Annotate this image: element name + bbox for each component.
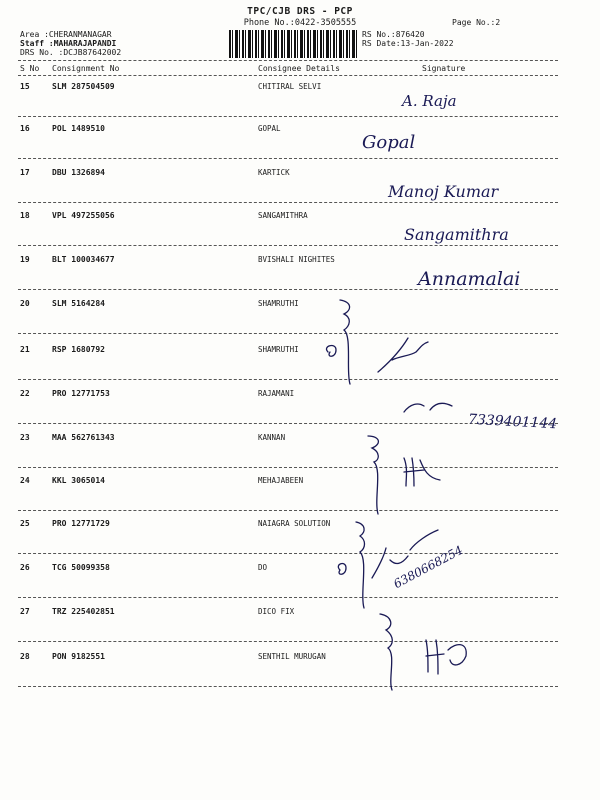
- handwritten-phone-2: 6380668254: [391, 542, 466, 592]
- row-serial-number: 20: [20, 299, 30, 308]
- row-consignee-name: SANGAMITHRA: [258, 211, 308, 220]
- row-serial-number: 26: [20, 563, 30, 572]
- handwritten-phone-1: 7339401144: [467, 411, 558, 433]
- row-serial-number: 28: [20, 652, 30, 661]
- row-serial-number: 23: [20, 433, 30, 442]
- row-consignment-number: KKL 3065014: [52, 476, 105, 485]
- row-consignment-number: PON 9182551: [52, 652, 105, 661]
- row-consignee-name: CHITIRAL SELVI: [258, 82, 322, 91]
- col-consignment: Consignment No: [52, 64, 120, 73]
- row-consignment-number: POL 1489510: [52, 124, 105, 133]
- row-consignee-name: SHAMRUTHI: [258, 345, 299, 354]
- rs-date: RS Date:13-Jan-2022: [362, 39, 454, 48]
- row-consignee-name: KANNAN: [258, 433, 286, 442]
- row-consignee-name: NAIAGRA SOLUTION: [258, 519, 331, 528]
- row-serial-number: 15: [20, 82, 30, 91]
- signature-manoj: Manoj Kumar: [388, 182, 499, 201]
- row-consignment-number: MAA 562761343: [52, 433, 115, 442]
- row-consignee-name: SENTHIL MURUGAN: [258, 652, 326, 661]
- row-consignment-number: PRO 12771753: [52, 389, 110, 398]
- row-consignee-name: RAJAMANI: [258, 389, 295, 398]
- signature-annamalai: Annamalai: [418, 268, 521, 290]
- col-consignee: Consignee Details: [258, 64, 340, 73]
- row-serial-number: 27: [20, 607, 30, 616]
- row-consignee-name: SHAMRUTHI: [258, 299, 299, 308]
- rs-number: RS No.:876420: [362, 30, 425, 39]
- phone-number: Phone No.:0422-3505555: [243, 18, 357, 28]
- row-consignment-number: TRZ 225402851: [52, 607, 115, 616]
- row-consignee-name: KARTICK: [258, 168, 290, 177]
- sheet-title: TPC/CJB DRS - PCP: [247, 6, 353, 17]
- row-consignment-number: DBU 1326894: [52, 168, 105, 177]
- col-signature: Signature: [422, 64, 466, 73]
- row-consignment-number: SLM 5164284: [52, 299, 105, 308]
- signature-raja: A. Raja: [402, 92, 457, 110]
- col-sno: S No: [20, 64, 40, 73]
- row-serial-number: 22: [20, 389, 30, 398]
- row-consignment-number: VPL 497255056: [52, 211, 115, 220]
- row-consignment-number: SLM 287504509: [52, 82, 115, 91]
- row-consignment-number: BLT 100034677: [52, 255, 115, 264]
- signature-sangamithra: Sangamithra: [404, 225, 509, 244]
- signature-gopal: Gopal: [362, 132, 416, 153]
- area-label: Area :CHERANMANAGAR: [20, 30, 112, 39]
- row-serial-number: 17: [20, 168, 30, 177]
- row-serial-number: 24: [20, 476, 30, 485]
- row-consignee-name: BVISHALI NIGHITES: [258, 255, 335, 264]
- row-serial-number: 18: [20, 211, 30, 220]
- row-consignment-number: TCG 50099358: [52, 563, 110, 572]
- staff-label: Staff :MAHARAJAPANDI: [20, 39, 117, 48]
- row-consignee-name: DICO FIX: [258, 607, 295, 616]
- row-consignee-name: GOPAL: [258, 124, 281, 133]
- row-serial-number: 25: [20, 519, 30, 528]
- row-consignee-name: MEHAJABEEN: [258, 476, 304, 485]
- row-consignee-name: DO: [258, 563, 268, 572]
- row-consignment-number: RSP 1680792: [52, 345, 105, 354]
- row-serial-number: 16: [20, 124, 30, 133]
- row-serial-number: 21: [20, 345, 30, 354]
- row-consignment-number: PRO 12771729: [52, 519, 110, 528]
- page-number: Page No.:2: [452, 18, 501, 27]
- drs-number: DRS No. :DCJB87642002: [20, 48, 122, 57]
- row-serial-number: 19: [20, 255, 30, 264]
